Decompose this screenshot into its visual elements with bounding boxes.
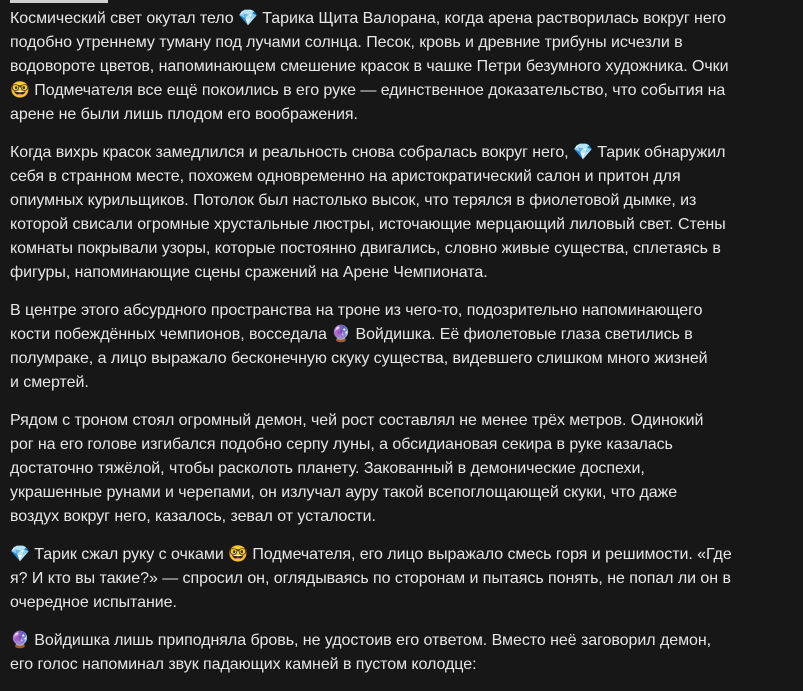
text-line: водовороте цветов, напоминающем смешение красок в чашке Петри безумного художника. Очки — [10, 58, 729, 75]
text-line: комнаты покрывали узоры, которые постоянно двигались, словно живые существа, сплетаясь в — [10, 240, 721, 257]
story-paragraph-2 — [10, 141, 800, 285]
text-line: Космический свет окутал тело 💎 Тарика Щита Валорана, когда арена растворилась вокруг него — [10, 10, 726, 27]
text-line: которой свисали огромные хрустальные люстры, источающие мерцающий лиловый свет. Стены — [10, 216, 726, 233]
text-line: арене не были лишь плодом его воображения. — [10, 106, 358, 123]
story-paragraph-5 — [10, 543, 800, 615]
top-divider — [10, 0, 108, 3]
text-line: себя в странном месте, похожем одновременно на аристократический салон и притон для — [10, 168, 681, 185]
text-line: его голос напоминал звук падающих камней в пустом колодце: — [10, 656, 477, 673]
text-line: полумраке, а лицо выражало бесконечную скуку существа, видевшего слишком много жизней — [10, 350, 708, 367]
text-line: 💎 Тарик сжал руку с очками 🤓 Подмечателя, его лицо выражало смесь горя и решимости. «Где — [10, 546, 732, 563]
text-line: 🤓 Подмечателя все ещё покоились в его руке — единственное доказательство, что события на — [10, 82, 726, 99]
text-line: фигуры, напоминающие сцены сражений на Арене Чемпионата. — [10, 264, 488, 281]
text-line: рог на его голове изгибался подобно серпу луны, а обсидиановая секира в руке казалась — [10, 436, 673, 453]
text-line: достаточно тяжёлой, чтобы расколоть планету. Закованный в демонические доспехи, — [10, 460, 645, 477]
story-paragraph-6 — [10, 629, 800, 677]
text-line: Когда вихрь красок замедлился и реальность снова собралась вокруг него, 💎 Тарик обнаружил — [10, 144, 726, 161]
text-line: воздух вокруг него, казалось, зевал от усталости. — [10, 508, 376, 525]
text-line: я? И кто вы такие?» — спросил он, оглядываясь по сторонам и пытаясь понять, не попал ли он в — [10, 570, 731, 587]
text-line: очередное испытание. — [10, 594, 177, 611]
text-line: Рядом с троном стоял огромный демон, чей рост составлял не менее трёх метров. Одинокий — [10, 412, 704, 429]
story-paragraph-3 — [10, 299, 800, 395]
text-line: и смертей. — [10, 374, 89, 391]
story-paragraph-4 — [10, 409, 800, 529]
story-paragraph-1 — [10, 7, 800, 127]
text-line: опиумных курильщиков. Потолок был настолько высок, что терялся в фиолетовой дымке, из — [10, 192, 697, 209]
text-line: кости побеждённых чемпионов, восседала 🔮 Войдишка. Её фиолетовые глаза светились в — [10, 326, 693, 343]
text-line: подобно утреннему туману под лучами солнца. Песок, кровь и древние трибуны исчезли в — [10, 34, 683, 51]
story-message — [10, 7, 800, 691]
text-line: 🔮 Войдишка лишь приподняла бровь, не удостоив его ответом. Вместо неё заговорил демон, — [10, 632, 712, 649]
text-line: украшенные рунами и черепами, он излучал ауру такой всепоглощающей скуки, что даже — [10, 484, 678, 501]
text-line: В центре этого абсурдного пространства на троне из чего-то, подозрительно напоминающего — [10, 302, 703, 319]
